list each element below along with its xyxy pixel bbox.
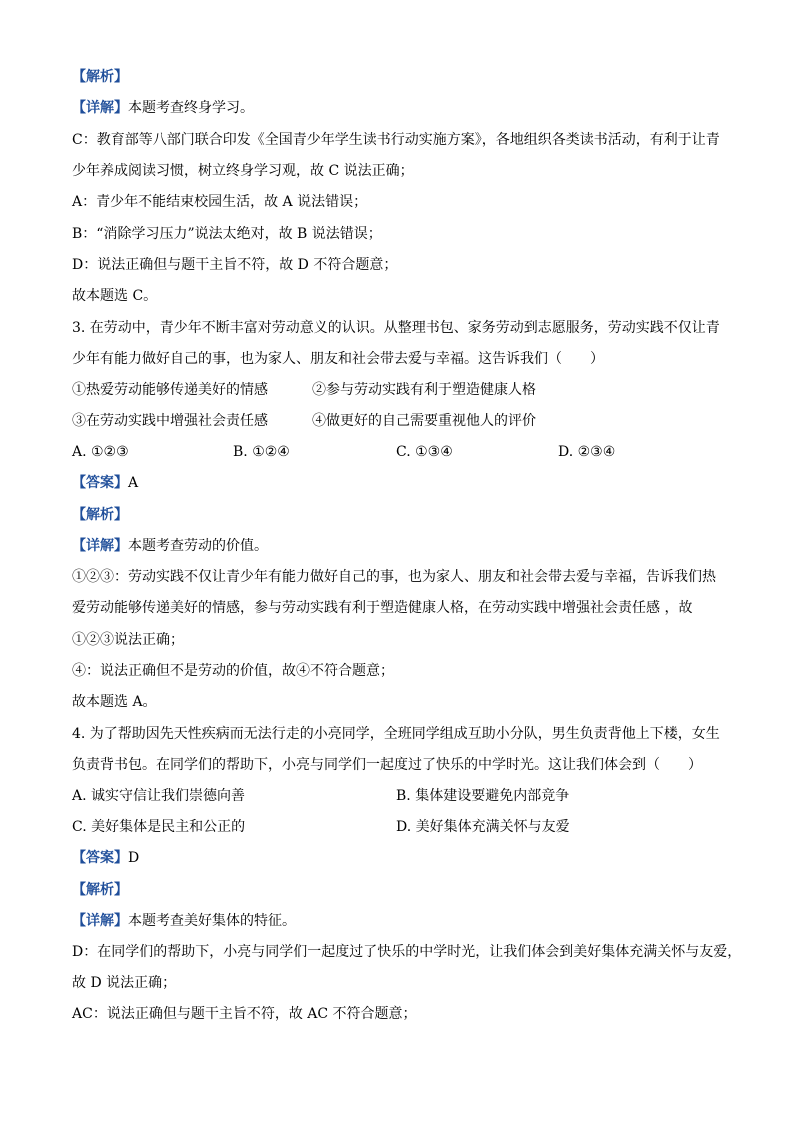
q3-option: B. ①②④ xyxy=(233,444,290,460)
q2-line: D：说法正确但与题干主旨不符，故 D 不符合题意； xyxy=(72,257,398,273)
q4-answer-tag: 【答案】 xyxy=(72,850,128,866)
q4-option: B. 集体建设要避免内部竞争 xyxy=(396,788,570,804)
q3-answer-tag: 【答案】 xyxy=(72,475,128,491)
q4-detail-text: 本题考查美好集体的特征。 xyxy=(128,913,296,929)
q3-answer xyxy=(72,473,722,493)
q2-detail xyxy=(72,98,722,118)
q3-statement: ②参与劳动实践有利于塑造健康人格 xyxy=(312,382,536,398)
q2-line: C：教育部等八部门联合印发《全国青少年学生读书行动实施方案》，各地组织各类读书活动，有利于让青 xyxy=(72,132,720,148)
q4-answer xyxy=(72,848,722,868)
q3-explain-line: ④：说法正确但不是劳动的价值，故④不符合题意； xyxy=(72,663,394,679)
q2-line: 故本题选 C。 xyxy=(72,288,158,304)
q3-detail-tag: 【详解】 xyxy=(72,538,128,554)
q3-explain-line: 故本题选 A。 xyxy=(72,694,157,710)
q4-option: A. 诚实守信让我们崇德向善 xyxy=(72,788,246,804)
q3-answer-value: A xyxy=(128,475,139,491)
q3-stem-line: 少年有能力做好自己的事，也为家人、朋友和社会带去爱与幸福。这告诉我们（ ） xyxy=(72,351,604,367)
q4-stem-line: 负责背书包。在同学们的帮助下，小亮与同学们一起度过了快乐的中学时光。这让我们体会到（ ） xyxy=(72,757,702,773)
q2-analysis-tag: 【解析】 xyxy=(72,69,128,85)
q3-option: C. ①③④ xyxy=(396,444,453,460)
q3-statement: ④做更好的自己需要重视他人的评价 xyxy=(312,413,536,429)
q4-detail-tag: 【详解】 xyxy=(72,913,128,929)
q4-explain-line: D：在同学们的帮助下，小亮与同学们一起度过了快乐的中学时光，让我们体会到美好集体充满关怀与友爱， xyxy=(72,944,742,960)
q4-stem-line: 4. 为了帮助因先天性疾病而无法行走的小亮同学，全班同学组成互助小分队，男生负责背他上下楼，女生 xyxy=(72,726,720,742)
q3-explain-line: 爱劳动能够传递美好的情感，参与劳动实践有利于塑造健康人格，在劳动实践中增强社会责任感 ，故 xyxy=(72,600,693,616)
q3-option: D. ②③④ xyxy=(558,444,616,460)
q3-statement: ③在劳动实践中增强社会责任感 xyxy=(72,413,268,429)
q3-detail-text: 本题考查劳动的价值。 xyxy=(128,538,268,554)
q3-explain-line: ①②③：劳动实践不仅让青少年有能力做好自己的事，也为家人、朋友和社会带去爱与幸福，告诉我们热 xyxy=(72,569,716,585)
q3-stem-line: 3. 在劳动中，青少年不断丰富对劳动意义的认识。从整理书包、家务劳动到志愿服务，劳动实践不仅让青 xyxy=(72,320,720,336)
q2-line: A：青少年不能结束校园生活，故 A 说法错误； xyxy=(72,194,368,210)
q3-option: A. ①②③ xyxy=(72,444,129,460)
q4-analysis-tag: 【解析】 xyxy=(72,882,128,898)
q2-detail-tag: 【详解】 xyxy=(72,100,128,116)
q4-explain-line: 故 D 说法正确； xyxy=(72,975,177,991)
q4-answer-value: D xyxy=(128,850,140,866)
q4-option: C. 美好集体是民主和公正的 xyxy=(72,819,246,835)
q3-explain-line: ①②③说法正确； xyxy=(72,632,184,648)
q2-line: B：“消除学习压力”说法太绝对，故 B 说法错误； xyxy=(72,226,382,242)
q4-detail xyxy=(72,911,722,931)
q4-option: D. 美好集体充满关怀与友爱 xyxy=(396,819,570,835)
q2-line: 少年养成阅读习惯，树立终身学习观，故 C 说法正确； xyxy=(72,163,414,179)
q3-detail xyxy=(72,536,722,556)
q3-analysis-tag: 【解析】 xyxy=(72,507,128,523)
q4-explain-line: AC：说法正确但与题干主旨不符，故 AC 不符合题意； xyxy=(72,1006,417,1022)
q3-statement: ①热爱劳动能够传递美好的情感 xyxy=(72,382,268,398)
q2-detail-text: 本题考查终身学习。 xyxy=(128,100,254,116)
